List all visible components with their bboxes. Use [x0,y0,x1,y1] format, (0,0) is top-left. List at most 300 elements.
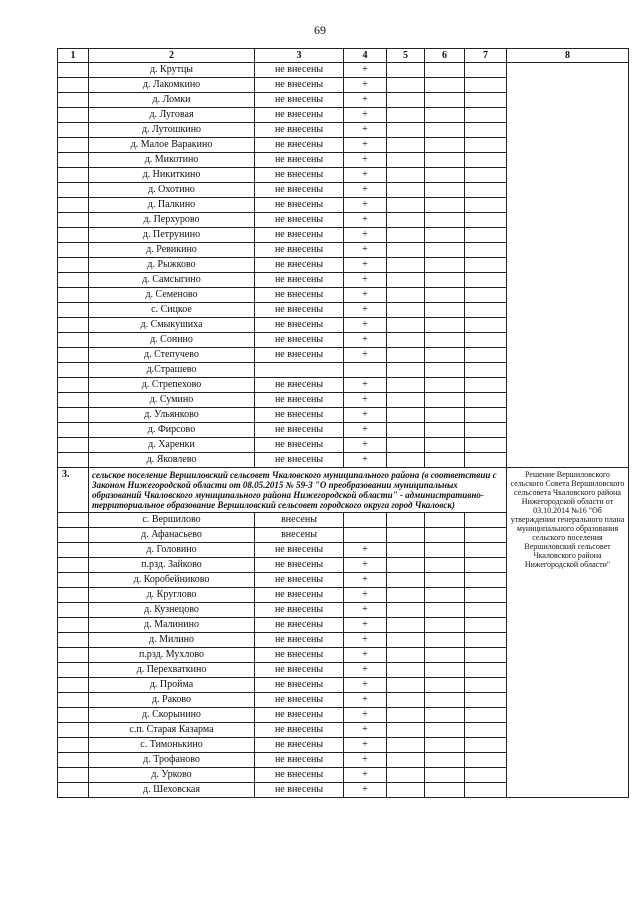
settlement-status: не внесены [255,198,344,213]
settlement-status: не внесены [255,228,344,243]
settlement-mark: + [344,393,387,408]
col6-cell [425,408,465,423]
settlement-name: д. Малое Варакино [89,138,255,153]
row-number-cell [58,423,89,438]
settlement-status: не внесены [255,573,344,588]
settlement-mark: + [344,423,387,438]
settlement-mark: + [344,723,387,738]
settlement-mark: + [344,228,387,243]
col7-cell [465,108,507,123]
settlement-mark: + [344,243,387,258]
col7-cell [465,663,507,678]
settlement-status: не внесены [255,333,344,348]
row-number-cell [58,183,89,198]
settlement-mark: + [344,633,387,648]
settlement-mark: + [344,288,387,303]
col6-cell [425,273,465,288]
settlement-status [255,363,344,378]
settlement-mark: + [344,678,387,693]
section-number: 3. [58,468,89,513]
settlement-mark: + [344,63,387,78]
col6-cell [425,168,465,183]
col7-cell [465,378,507,393]
settlement-name: д. Раково [89,693,255,708]
col7-cell [465,618,507,633]
col6-cell [425,423,465,438]
settlement-mark [344,513,387,528]
col6-cell [425,633,465,648]
col7-cell [465,198,507,213]
settlement-status: не внесены [255,663,344,678]
row-number-cell [58,618,89,633]
settlement-name: д. Самсыгино [89,273,255,288]
col7-cell [465,783,507,798]
section-title: сельское поселение Вершиловский сельсовет Чкаловского муниципального района (в соответствии с Законом Нижегородской области от 08.05.2015 № 59-З "О преобразовании муниципальных образований Чкаловского муниципального района Нижегородской области" - административно-территориальное образование Вершиловский сельсовет городского округа город Чкаловск) [89,468,507,513]
row-number-cell [58,543,89,558]
row-number-cell [58,438,89,453]
col6-cell [425,543,465,558]
settlement-name: д. Харенки [89,438,255,453]
settlement-status: не внесены [255,273,344,288]
settlement-status: не внесены [255,243,344,258]
settlement-name: д. Петрунино [89,228,255,243]
col5-cell [387,93,425,108]
row-number-cell [58,558,89,573]
row-number-cell [58,108,89,123]
settlement-status: не внесены [255,93,344,108]
col6-cell [425,618,465,633]
settlement-name: д. Лакомкино [89,78,255,93]
settlement-status: не внесены [255,393,344,408]
settlement-status: не внесены [255,453,344,468]
col5-cell [387,663,425,678]
settlement-mark: + [344,378,387,393]
row-number-cell [58,393,89,408]
settlement-mark: + [344,588,387,603]
col5-cell [387,258,425,273]
row-number-cell [58,783,89,798]
col6-cell [425,528,465,543]
row-number-cell [58,228,89,243]
col6-cell [425,108,465,123]
col5-cell [387,603,425,618]
col5-cell [387,543,425,558]
col5-cell [387,213,425,228]
column-header-5: 5 [387,49,425,63]
col6-cell [425,123,465,138]
col7-cell [465,438,507,453]
col5-cell [387,768,425,783]
section-row [58,468,629,513]
col7-cell [465,168,507,183]
row-number-cell [58,723,89,738]
settlement-status: не внесены [255,723,344,738]
row-number-cell [58,363,89,378]
settlement-status: не внесены [255,678,344,693]
settlement-status: не внесены [255,633,344,648]
col7-cell [465,258,507,273]
column-header-3: 3 [255,49,344,63]
column-header-2: 2 [89,49,255,63]
settlement-name: д. Сумино [89,393,255,408]
row-number-cell [58,93,89,108]
settlement-name: д. Скорынино [89,708,255,723]
table-header [58,49,629,63]
row-number-cell [58,663,89,678]
settlement-status: не внесены [255,438,344,453]
col5-cell [387,753,425,768]
col7-cell [465,93,507,108]
col5-cell [387,123,425,138]
col5-cell [387,423,425,438]
col5-cell [387,453,425,468]
settlement-name: д. Стрепехово [89,378,255,393]
col5-cell [387,198,425,213]
col6-cell [425,63,465,78]
settlement-status: не внесены [255,408,344,423]
col5-cell [387,318,425,333]
col6-cell [425,603,465,618]
col5-cell [387,633,425,648]
settlement-mark: + [344,693,387,708]
row-number-cell [58,78,89,93]
settlement-mark: + [344,543,387,558]
col5-cell [387,558,425,573]
col7-cell [465,513,507,528]
settlement-name: д. Смыкушиха [89,318,255,333]
col5-cell [387,408,425,423]
settlement-status: не внесены [255,693,344,708]
settlement-mark: + [344,153,387,168]
col5-cell [387,528,425,543]
col7-cell [465,228,507,243]
col5-cell [387,693,425,708]
col6-cell [425,228,465,243]
row-number-cell [58,693,89,708]
settlement-name: д. Пройма [89,678,255,693]
col6-cell [425,558,465,573]
col5-cell [387,678,425,693]
col7-cell [465,633,507,648]
col5-cell [387,273,425,288]
settlement-name: д. Палкино [89,198,255,213]
settlement-mark: + [344,93,387,108]
settlement-mark: + [344,213,387,228]
col5-cell [387,138,425,153]
col6-cell [425,693,465,708]
settlement-mark: + [344,573,387,588]
col7-cell [465,648,507,663]
col6-cell [425,573,465,588]
col7-cell [465,153,507,168]
section-decision-note: Решение Вершиловского сельского Совета Вершиловского сельсовета Чкаловского района Нижегородской области от 03.10.2014 №16 "Об утверждении генерального плана муниципального образования сельского поселения Вершиловский сельсовет Чкаловского района Нижегородской области" [507,468,629,798]
col7-cell [465,363,507,378]
col5-cell [387,783,425,798]
row-number-cell [58,753,89,768]
col6-cell [425,183,465,198]
settlement-mark: + [344,783,387,798]
settlement-mark: + [344,408,387,423]
settlement-name: д. Фирсово [89,423,255,438]
settlement-name: д. Коробейниково [89,573,255,588]
settlement-mark: + [344,618,387,633]
settlement-name: п.рзд. Мухлово [89,648,255,663]
col5-cell [387,243,425,258]
settlement-mark: + [344,183,387,198]
settlement-name: д. Милино [89,633,255,648]
col7-cell [465,288,507,303]
settlement-mark: + [344,753,387,768]
column-header-6: 6 [425,49,465,63]
settlement-name: д. Афанасьево [89,528,255,543]
col7-cell [465,603,507,618]
row-number-cell [58,63,89,78]
row-number-cell [58,213,89,228]
settlement-status: не внесены [255,348,344,363]
column-header-1: 1 [58,49,89,63]
settlement-mark: + [344,348,387,363]
settlement-name: д. Никиткино [89,168,255,183]
col5-cell [387,708,425,723]
settlement-mark: + [344,138,387,153]
col5-cell [387,288,425,303]
row-number-cell [58,273,89,288]
settlement-status: не внесены [255,768,344,783]
settlement-mark: + [344,648,387,663]
col6-cell [425,153,465,168]
col6-cell [425,378,465,393]
col6-cell [425,333,465,348]
col6-cell [425,663,465,678]
settlement-name: д. Перхурово [89,213,255,228]
col5-cell [387,393,425,408]
settlement-status: не внесены [255,648,344,663]
settlement-status: не внесены [255,303,344,318]
settlement-status: не внесены [255,708,344,723]
row-number-cell [58,288,89,303]
settlement-name: д. Круглово [89,588,255,603]
settlement-mark: + [344,768,387,783]
col7-cell [465,588,507,603]
col7-cell [465,678,507,693]
col7-cell [465,78,507,93]
row-number-cell [58,708,89,723]
col5-cell [387,513,425,528]
col7-cell [465,768,507,783]
col6-cell [425,138,465,153]
col6-cell [425,348,465,363]
row-number-cell [58,738,89,753]
settlement-status: не внесены [255,603,344,618]
row-number-cell [58,378,89,393]
col5-cell [387,183,425,198]
settlement-mark: + [344,303,387,318]
row-number-cell [58,408,89,423]
col5-cell [387,228,425,243]
column-header-7: 7 [465,49,507,63]
settlement-name: д. Ульянково [89,408,255,423]
col6-cell [425,783,465,798]
row-number-cell [58,603,89,618]
settlement-name: д. Малинино [89,618,255,633]
col7-cell [465,723,507,738]
col7-cell [465,573,507,588]
settlement-status: не внесены [255,618,344,633]
settlement-mark: + [344,603,387,618]
row-number-cell [58,168,89,183]
settlement-status: не внесены [255,183,344,198]
col5-cell [387,363,425,378]
row-number-cell [58,768,89,783]
col6-cell [425,393,465,408]
row-number-cell [58,348,89,363]
col5-cell [387,648,425,663]
col7-cell [465,303,507,318]
settlement-mark: + [344,708,387,723]
col6-cell [425,78,465,93]
settlement-status: не внесены [255,63,344,78]
settlement-status: не внесены [255,153,344,168]
col8-cell [507,63,629,468]
settlement-status: не внесены [255,753,344,768]
col6-cell [425,768,465,783]
row-number-cell [58,513,89,528]
col6-cell [425,258,465,273]
settlement-status: не внесены [255,168,344,183]
col7-cell [465,183,507,198]
settlement-name: с. Сицкое [89,303,255,318]
col7-cell [465,63,507,78]
col7-cell [465,423,507,438]
col7-cell [465,213,507,228]
row-number-cell [58,153,89,168]
col6-cell [425,453,465,468]
column-header-8: 8 [507,49,629,63]
col7-cell [465,393,507,408]
settlement-name: д. Ревикино [89,243,255,258]
settlement-status: не внесены [255,288,344,303]
settlement-status: внесены [255,513,344,528]
col7-cell [465,753,507,768]
col6-cell [425,93,465,108]
col7-cell [465,528,507,543]
settlement-name: с. Вершилово [89,513,255,528]
settlement-mark [344,363,387,378]
settlement-name: д. Шеховская [89,783,255,798]
col5-cell [387,618,425,633]
settlement-name: п.рзд. Зайково [89,558,255,573]
col5-cell [387,168,425,183]
col5-cell [387,348,425,363]
settlement-name: д. Луговая [89,108,255,123]
col5-cell [387,108,425,123]
settlement-mark: + [344,333,387,348]
settlement-name: д. Яковлево [89,453,255,468]
settlement-mark: + [344,123,387,138]
settlement-status: не внесены [255,543,344,558]
settlement-status: не внесены [255,423,344,438]
col6-cell [425,243,465,258]
row-number-cell [58,258,89,273]
settlement-status: не внесены [255,138,344,153]
col5-cell [387,333,425,348]
col7-cell [465,543,507,558]
col6-cell [425,303,465,318]
settlement-status: не внесены [255,123,344,138]
col7-cell [465,273,507,288]
settlement-name: д.Страшево [89,363,255,378]
settlement-name: д. Перехваткино [89,663,255,678]
row-number-cell [58,138,89,153]
row-number-cell [58,453,89,468]
col6-cell [425,678,465,693]
page-number: 69 [314,23,326,37]
settlement-name: д. Охотино [89,183,255,198]
col6-cell [425,708,465,723]
settlement-name: д. Урково [89,768,255,783]
col6-cell [425,363,465,378]
settlement-name: д. Семеново [89,288,255,303]
row-number-cell [58,678,89,693]
col7-cell [465,243,507,258]
row-number-cell [58,588,89,603]
col5-cell [387,738,425,753]
settlement-mark: + [344,438,387,453]
col5-cell [387,153,425,168]
row-number-cell [58,333,89,348]
settlement-name: д. Ломки [89,93,255,108]
col7-cell [465,333,507,348]
settlement-mark: + [344,663,387,678]
settlement-name: д. Сонино [89,333,255,348]
col7-cell [465,738,507,753]
col6-cell [425,723,465,738]
settlement-mark: + [344,78,387,93]
settlement-mark: + [344,108,387,123]
col5-cell [387,588,425,603]
settlement-mark: + [344,258,387,273]
settlement-status: не внесены [255,318,344,333]
settlement-mark: + [344,738,387,753]
settlement-mark: + [344,168,387,183]
col5-cell [387,303,425,318]
col6-cell [425,213,465,228]
settlement-name: д. Рыжково [89,258,255,273]
settlement-name: д. Крутцы [89,63,255,78]
col5-cell [387,378,425,393]
row-number-cell [58,648,89,663]
row-number-cell [58,243,89,258]
settlement-name: д. Степучево [89,348,255,363]
settlement-status: внесены [255,528,344,543]
settlement-name: с.п. Старая Казарма [89,723,255,738]
row-number-cell [58,123,89,138]
col7-cell [465,708,507,723]
row-number-cell [58,573,89,588]
col5-cell [387,63,425,78]
row-number-cell [58,318,89,333]
col7-cell [465,138,507,153]
settlement-status: не внесены [255,213,344,228]
settlement-status: не внесены [255,738,344,753]
settlement-status: не внесены [255,783,344,798]
col6-cell [425,753,465,768]
settlement-mark: + [344,453,387,468]
settlement-name: д. Головино [89,543,255,558]
col7-cell [465,558,507,573]
settlement-name: д. Кузнецово [89,603,255,618]
col6-cell [425,198,465,213]
